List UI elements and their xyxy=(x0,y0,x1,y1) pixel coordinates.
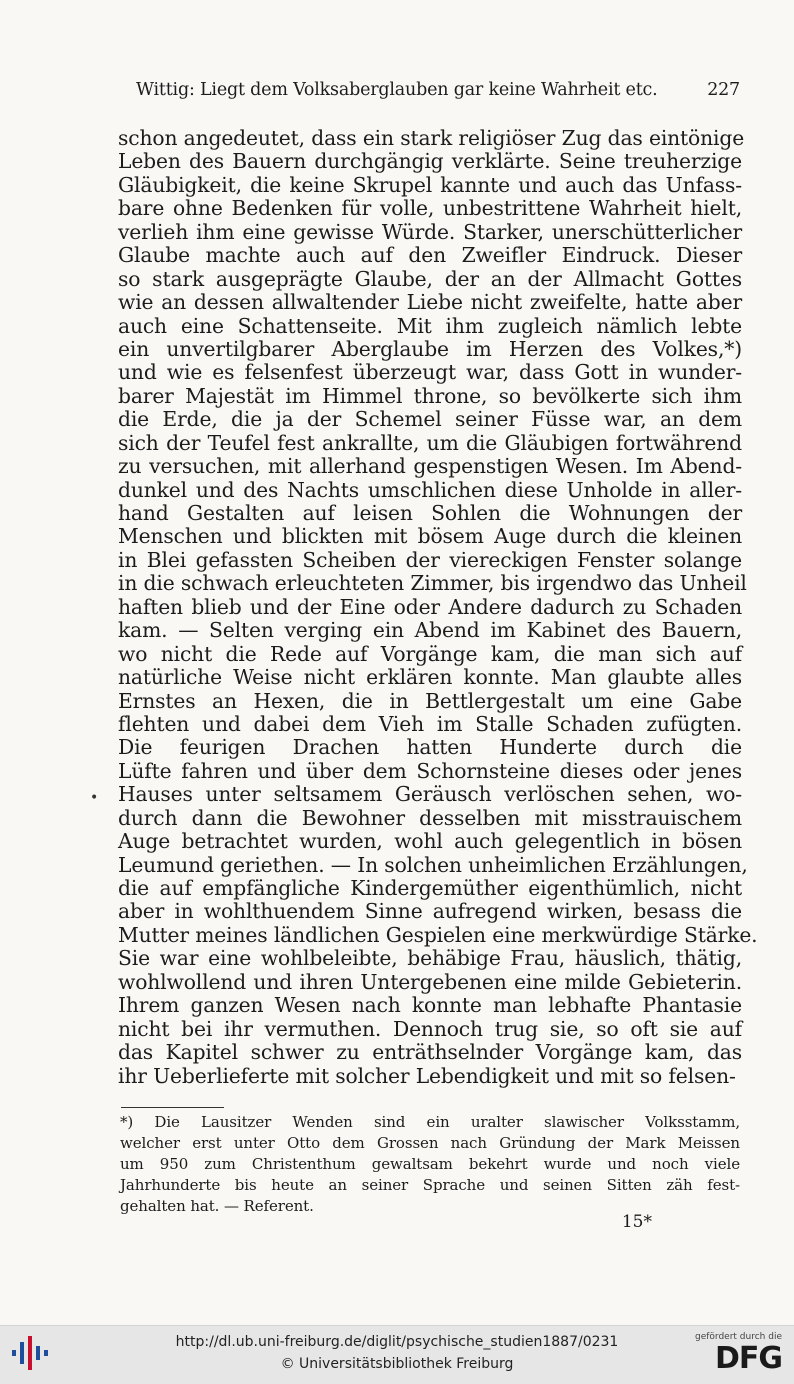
text-line: wohlwollend und ihren Untergebenen eine milde Gebieterin. xyxy=(118,969,742,994)
text-line: die Erde, die ja der Schemel seiner Füsse war, an dem xyxy=(118,407,742,432)
text-line: wie an dessen allwaltender Liebe nicht zweifelte, hatte aber xyxy=(118,290,742,315)
page-number: 227 xyxy=(707,80,740,100)
text-line: zu versuchen, mit allerhand gespenstigen Wesen. Im Abend- xyxy=(118,454,742,479)
text-line: Hauses unter seltsamem Geräusch verlöschen sehen, wo- xyxy=(118,782,742,807)
footnote xyxy=(120,1112,740,1217)
footnote-line: welcher erst unter Otto dem Grossen nach Gründung der Mark Meissen xyxy=(120,1134,740,1152)
text-line: in die schwach erleuchteten Zimmer, bis irgendwo das Unheil xyxy=(118,571,747,596)
text-line: flehten und dabei dem Vieh im Stalle Schaden zufügten. xyxy=(118,711,742,736)
footnote-line: Jahrhunderte bis heute an seiner Sprache und seinen Sitten zäh fest- xyxy=(120,1176,740,1194)
text-line: Mutter meines ländlichen Gespielen eine merkwürdige Stärke. xyxy=(118,922,758,947)
body-text xyxy=(118,126,758,1088)
page-header xyxy=(118,80,740,106)
text-line: Leumund geriethen. — In solchen unheimlichen Erzählungen, xyxy=(118,852,748,877)
text-line: sich der Teufel fest ankrallte, um die Gläubigen fortwährend xyxy=(118,430,742,455)
text-line: natürliche Weise nicht erklären konnte. Man glaubte alles xyxy=(118,665,742,690)
text-line: Auge betrachtet wurden, wohl auch gelegentlich in bösen xyxy=(118,829,742,854)
text-line: haften blieb und der Eine oder Andere dadurch zu Schaden xyxy=(118,594,742,619)
running-title: Wittig: Liegt dem Volksaberglauben gar keine Wahrheit etc. xyxy=(136,80,658,100)
footnote-rule xyxy=(121,1107,224,1108)
text-line: durch dann die Bewohner desselben mit misstrauischem xyxy=(118,805,742,830)
text-line: Sie war eine wohlbeleibte, behäbige Frau, häuslich, thätig, xyxy=(118,946,742,971)
footnote-line: um 950 zum Christenthum gewaltsam bekehrt wurde und noch viele xyxy=(120,1155,740,1173)
text-line: Leben des Bauern durchgängig verklärte. Seine treuherzige xyxy=(118,149,742,174)
text-line: Die feurigen Drachen hatten Hunderte durch die xyxy=(118,735,742,760)
text-line: Lüfte fahren und über dem Schornsteine dieses oder jenes xyxy=(118,758,742,783)
text-line: die auf empfängliche Kindergemüther eigenthümlich, nicht xyxy=(118,876,742,900)
text-line: bare ohne Bedenken für volle, unbestrittene Wahrheit hielt, xyxy=(118,196,742,221)
text-line: Glaube machte auch auf den Zweifler Eindruck. Dieser xyxy=(118,243,742,268)
text-line: barer Majestät im Himmel throne, so bevölkerte sich ihm xyxy=(118,383,742,408)
text-line: schon angedeutet, dass ein stark religiöser Zug das eintönige xyxy=(118,126,745,150)
text-line: aber in wohlthuendem Sinne aufregend wirken, besass die xyxy=(118,899,742,924)
text-line: dunkel und des Nachts umschlichen diese Unholde in aller- xyxy=(118,477,742,502)
text-line: und wie es felsenfest überzeugt war, dass Gott in wunder- xyxy=(118,360,742,385)
text-line: in Blei gefassten Scheiben der viereckigen Fenster solange xyxy=(118,547,742,572)
text-line: das Kapitel schwer zu enträthselnder Vorgänge kam, das xyxy=(118,1040,742,1065)
text-line: Menschen und blickten mit bösem Auge durch die kleinen xyxy=(118,524,742,549)
text-line: kam. — Selten verging ein Abend im Kabinet des Bauern, xyxy=(118,618,742,643)
text-line: verlieh ihm eine gewisse Würde. Starker, unerschütterlicher xyxy=(118,219,742,244)
funder-caption: gefördert durch die xyxy=(695,1332,782,1342)
text-line: auch eine Schattenseite. Mit ihm zugleich nämlich lebte xyxy=(118,313,742,338)
text-line: Gläubigkeit, die keine Skrupel kannte und auch das Unfass- xyxy=(118,172,742,197)
text-line: Ernstes an Hexen, die in Bettlergestalt um eine Gabe xyxy=(118,688,742,713)
text-line: ein unvertilgbarer Aberglaube im Herzen des Volkes,*) xyxy=(118,336,742,361)
text-line: Ihrem ganzen Wesen nach konnte man lebhafte Phantasie xyxy=(118,993,742,1018)
signature-mark: 15* xyxy=(621,1212,652,1232)
text-line: ihr Ueberlieferte mit solcher Lebendigkeit und mit so felsen- xyxy=(118,1063,736,1088)
permalink-url[interactable]: http://dl.ub.uni-freiburg.de/diglit/psychische_studien1887/0231 xyxy=(175,1334,619,1350)
footnote-line: gehalten hat. — Referent. xyxy=(120,1197,314,1215)
text-line: nicht bei ihr vermuthen. Dennoch trug sie, so oft sie auf xyxy=(118,1016,742,1041)
margin-dot: • xyxy=(90,790,99,806)
text-line: hand Gestalten auf leisen Sohlen die Wohnungen der xyxy=(118,501,742,525)
viewer-footer xyxy=(0,1325,794,1384)
text-line: so stark ausgeprägte Glaube, der an der Allmacht Gottes xyxy=(118,266,742,291)
footnote-line: *) Die Lausitzer Wenden sind ein uralter slawischer Volksstamm, xyxy=(120,1113,740,1131)
dfg-logo[interactable]: DFG xyxy=(714,1341,782,1376)
copyright-notice: © Universitätsbibliothek Freiburg xyxy=(280,1356,514,1372)
text-line: wo nicht die Rede auf Vorgänge kam, die man sich auf xyxy=(118,641,742,666)
